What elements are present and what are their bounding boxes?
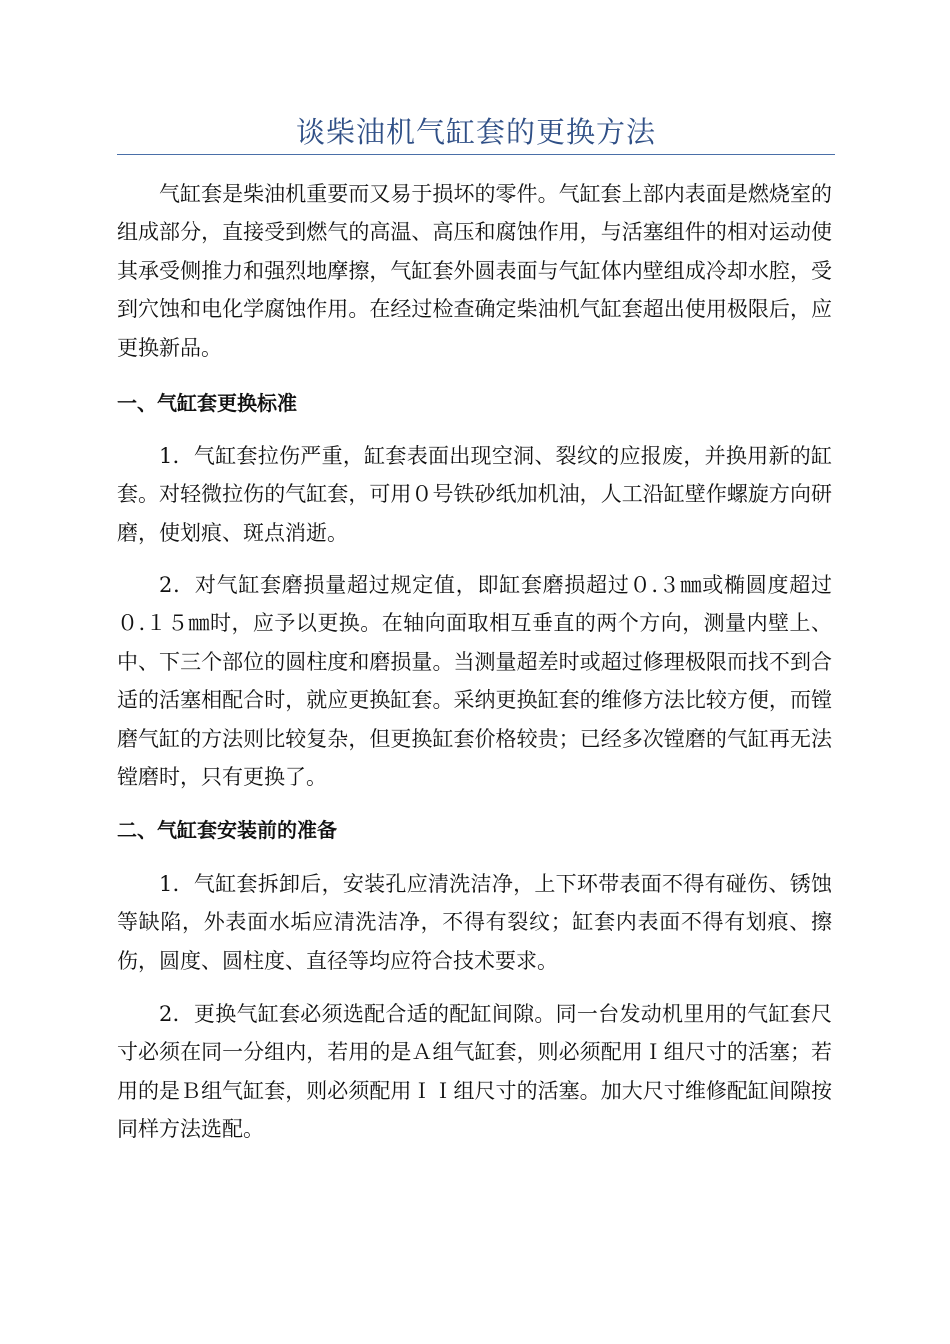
paragraph-preparation-1: 1．气缸套拆卸后，安装孔应清洗洁净，上下环带表面不得有碰伤、锈蚀等缺陷，外表面水垢应清洗洁净，不得有裂纹；缸套内表面不得有划痕、擦伤，圆度、圆柱度、直径等均应符合技术要求。 [117, 872, 832, 973]
page-title: 谈柴油机气缸套的更换方法 [295, 115, 656, 149]
paragraph-standard-2: 2．对气缸套磨损量超过规定值，即缸套磨损超过０.３㎜或椭圆度超过０.１５㎜时，应予以更换。在轴向面取相互垂直的两个方向，测量内壁上、中、下三个部位的圆柱度和磨损量。当测量超差时或超过修理极限而找不到合适的活塞相配合时，就应更换缸套。采纳更换缸套的维修方法比较方便，而镗磨气缸的方法则比较复杂，但更换缸套价格较贵；已经多次镗磨的气缸再无法镗磨时，只有更换了。 [117, 573, 832, 790]
section-heading-preparation: 二、气缸套安装前的准备 [117, 818, 337, 842]
title-underline [117, 154, 835, 155]
paragraph-preparation-2: 2．更换气缸套必须选配合适的配缸间隙。同一台发动机里用的气缸套尺寸必须在同一分组内，若用的是Ａ组气缸套，则必须配用Ｉ组尺寸的活塞；若用的是Ｂ组气缸套，则必须配用ＩＩ组尺寸的活塞。加大尺寸维修配缸间隙按同样方法选配。 [117, 1002, 832, 1142]
intro-paragraph: 气缸套是柴油机重要而又易于损坏的零件。气缸套上部内表面是燃烧室的组成部分，直接受到燃气的高温、高压和腐蚀作用，与活塞组件的相对运动使其承受侧推力和强烈地摩擦，气缸套外圆表面与气缸体内壁组成冷却水腔，受到穴蚀和电化学腐蚀作用。在经过检查确定柴油机气缸套超出使用极限后，应更换新品。 [117, 182, 832, 360]
section-heading-standards: 一、气缸套更换标准 [117, 391, 297, 415]
paragraph-standard-1: 1．气缸套拉伤严重，缸套表面出现空洞、裂纹的应报废，并换用新的缸套。对轻微拉伤的气缸套，可用０号铁砂纸加机油，人工沿缸壁作螺旋方向研磨，使划痕、斑点消逝。 [117, 444, 832, 545]
